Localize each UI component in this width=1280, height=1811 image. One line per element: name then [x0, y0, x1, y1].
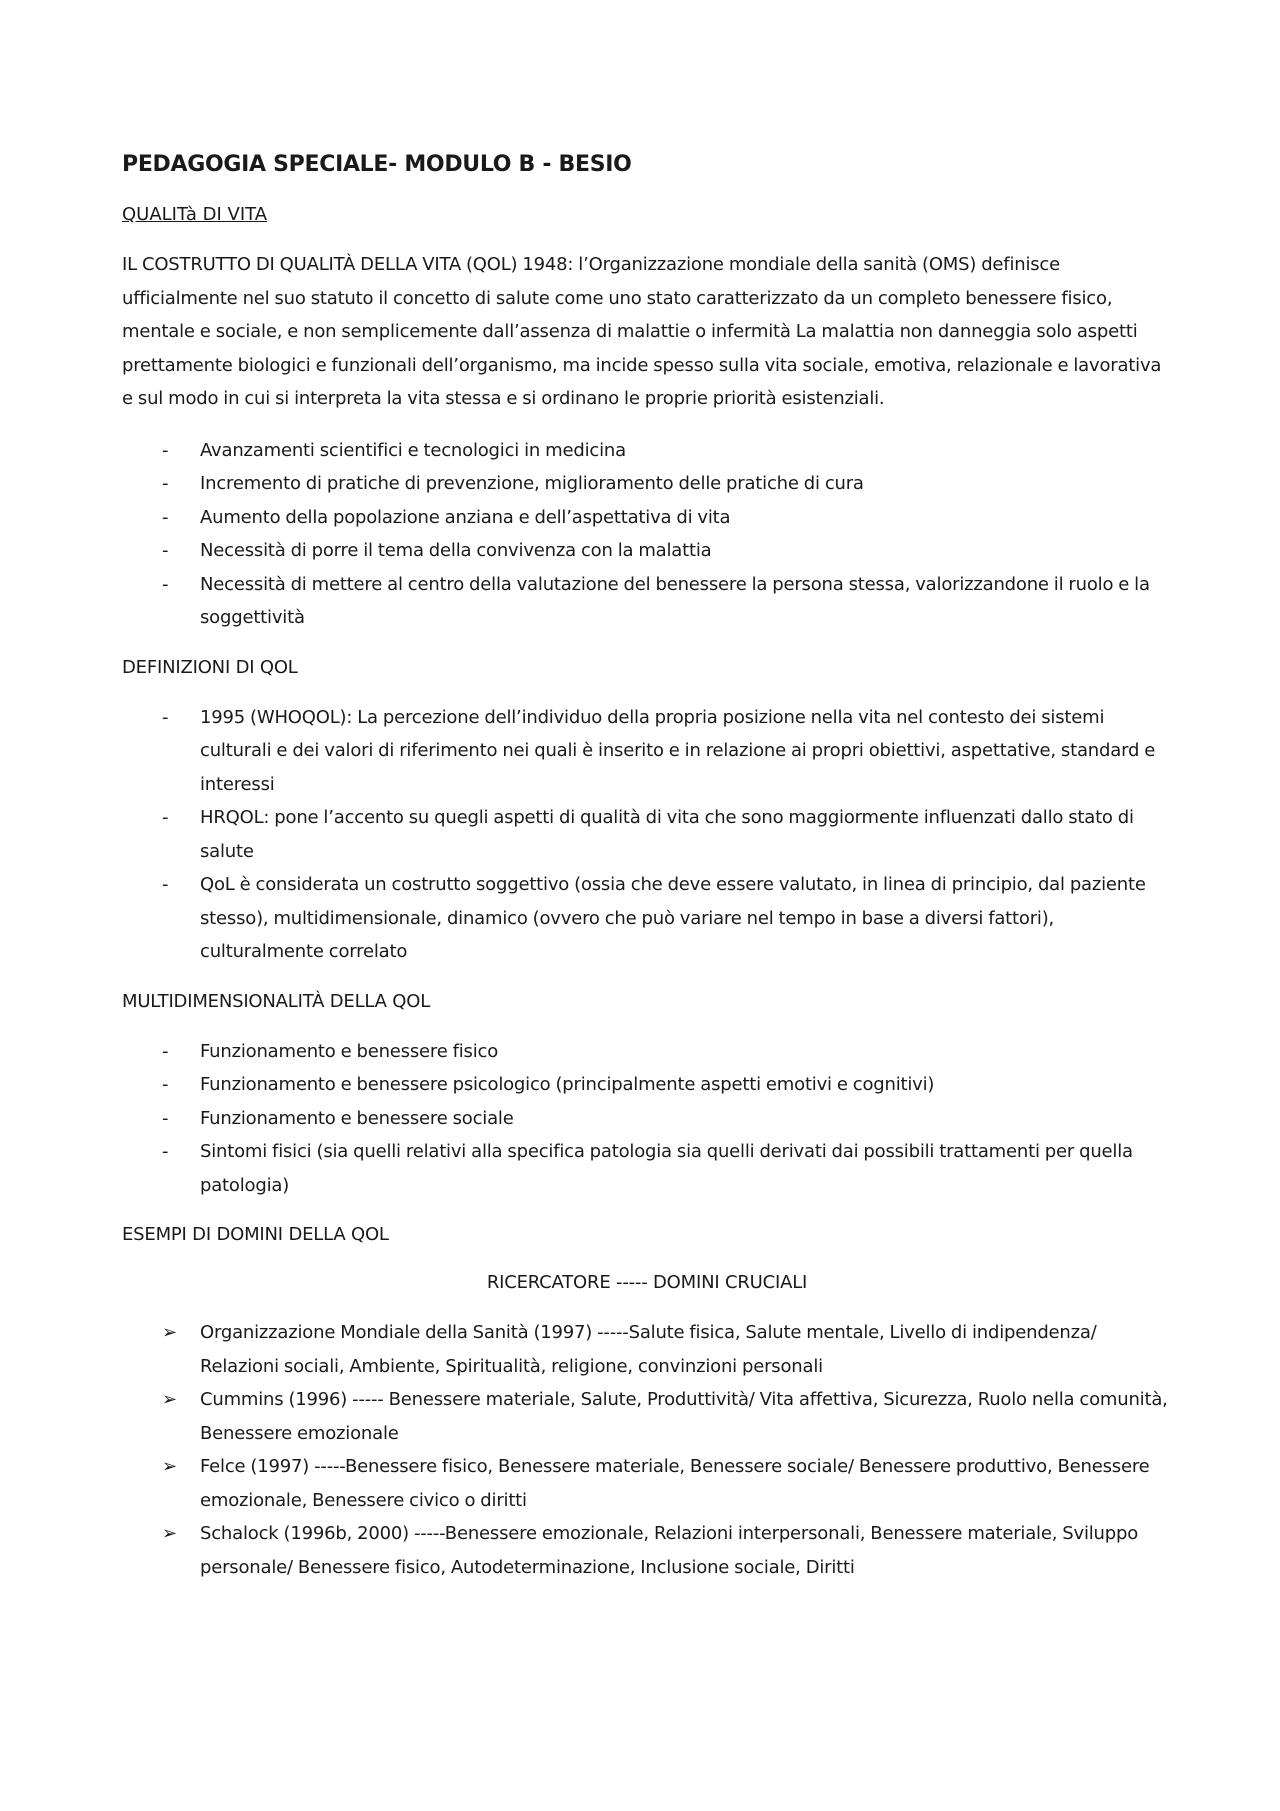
list-item-text: Cummins (1996) ----- Benessere materiale, Salute, Produttività/ Vita affettiva, Sicurezza, Ruolo nella comunità, Benessere emozionale: [200, 1389, 1168, 1444]
list-item: [122, 1102, 1172, 1136]
section-heading-multidimensionalita: MULTIDIMENSIONALITÀ DELLA QOL: [122, 990, 431, 1012]
list-factors: [122, 434, 1172, 635]
list-item: [122, 501, 1172, 535]
dash-bullet: -: [162, 1074, 169, 1095]
list-item-text: 1995 (WHOQOL): La percezione dell’individuo della propria posizione nella vita nel contesto dei sistemi culturali e dei valori di riferimento nei quali è inserito e in relazione ai propri obiettivi, aspettative, standard e interessi: [200, 706, 1156, 795]
dash-bullet: -: [162, 1107, 169, 1129]
dash-bullet: -: [162, 439, 169, 461]
list-dimensions: [122, 1035, 1172, 1203]
list-item: [122, 868, 1172, 969]
list-item: [122, 467, 1172, 501]
list-item: [122, 1450, 1172, 1517]
section-heading-definizioni: DEFINIZIONI DI QOL: [122, 656, 298, 678]
dash-bullet: -: [162, 807, 169, 828]
list-item: [122, 1135, 1172, 1202]
list-item-text: Funzionamento e benessere fisico: [200, 1040, 499, 1062]
dash-bullet: -: [162, 1141, 169, 1162]
list-item: [122, 1517, 1172, 1584]
arrow-bullet-icon: ➢: [162, 1456, 177, 1477]
list-item-text: Funzionamento e benessere sociale: [200, 1107, 514, 1129]
list-item-text: HRQOL: pone l’accento su quegli aspetti di qualità di vita che sono maggiormente influenzati dallo stato di salute: [200, 807, 1134, 862]
arrow-bullet-icon: ➢: [162, 1523, 177, 1544]
dash-bullet: -: [162, 1040, 169, 1062]
dash-bullet: -: [162, 573, 169, 595]
arrow-bullet-icon: ➢: [162, 1389, 177, 1410]
list-item-text: QoL è considerata un costrutto soggettivo (ossia che deve essere valutato, in linea di principio, dal paziente stesso), multidimensionale, dinamico (ovvero che può variare nel tempo in base a diversi fattori), culturalmente correlato: [200, 874, 1146, 962]
list-item: [122, 801, 1172, 868]
list-item-text: Aumento della popolazione anziana e dell’aspettativa di vita: [200, 506, 731, 528]
section-heading-qualita-di-vita: QUALITà DI VITA: [122, 204, 268, 225]
document-page: [122, 150, 1172, 1602]
list-item-text: Avanzamenti scientifici e tecnologici in medicina: [200, 439, 626, 461]
list-item-text: Felce (1997) -----Benessere fisico, Benessere materiale, Benessere sociale/ Benessere produttivo, Benessere emozionale, Benessere civico o diritti: [200, 1456, 1150, 1511]
section-heading-esempi-domini: ESEMPI DI DOMINI DELLA QOL: [122, 1224, 389, 1245]
centered-heading-ricercatore: RICERCATORE ----- DOMINI CRUCIALI: [486, 1272, 808, 1293]
list-item-text: Funzionamento e benessere psicologico (principalmente aspetti emotivi e cognitivi): [200, 1074, 935, 1095]
list-item: [122, 568, 1172, 635]
document-title: PEDAGOGIA SPECIALE- MODULO B - BESIO: [122, 152, 632, 177]
list-definitions: [122, 701, 1172, 969]
list-domains: [122, 1316, 1172, 1584]
list-item: [122, 1035, 1172, 1069]
list-item-text: Incremento di pratiche di prevenzione, miglioramento delle pratiche di cura: [200, 473, 864, 494]
intro-paragraph: IL COSTRUTTO DI QUALITÀ DELLA VITA (QOL) 1948: l’Organizzazione mondiale della sanità (OMS) definisce ufficialmente nel suo statuto il concetto di salute come uno stato caratterizzato da un completo benessere fisico, mentale e sociale, e non semplicemente dall’assenza di malattie o infermità La malattia non danneggia solo aspetti prettamente biologici e funzionali dell’organismo, ma incide spesso sulla vita sociale, emotiva, relazionale e lavorativa e sul modo in cui si interpreta la vita stessa e si ordinano le proprie priorità esistenziali.: [122, 254, 1162, 409]
list-item-text: Necessità di mettere al centro della valutazione del benessere la persona stessa, valorizzandone il ruolo e la soggettività: [200, 573, 1150, 628]
list-item-text: Schalock (1996b, 2000) -----Benessere emozionale, Relazioni interpersonali, Benessere materiale, Sviluppo personale/ Benessere fisico, Autodeterminazione, Inclusione sociale, Diritti: [200, 1523, 1139, 1578]
list-item: [122, 1068, 1172, 1102]
dash-bullet: -: [162, 540, 169, 561]
dash-bullet: -: [162, 473, 169, 494]
dash-bullet: -: [162, 874, 169, 895]
list-item-text: Necessità di porre il tema della convivenza con la malattia: [200, 540, 712, 561]
list-item: [122, 534, 1172, 568]
list-item: [122, 1316, 1172, 1383]
list-item-text: Organizzazione Mondiale della Sanità (1997) -----Salute fisica, Salute mentale, Livello di indipendenza/ Relazioni sociali, Ambiente, Spiritualità, religione, convinzioni personali: [200, 1322, 1097, 1377]
arrow-bullet-icon: ➢: [162, 1322, 177, 1343]
list-item: [122, 1383, 1172, 1450]
dash-bullet: -: [162, 706, 169, 728]
list-item-text: Sintomi fisici (sia quelli relativi alla specifica patologia sia quelli derivati dai possibili trattamenti per quella patologia): [200, 1141, 1133, 1196]
dash-bullet: -: [162, 506, 169, 528]
list-item: [122, 701, 1172, 802]
list-item: [122, 434, 1172, 468]
